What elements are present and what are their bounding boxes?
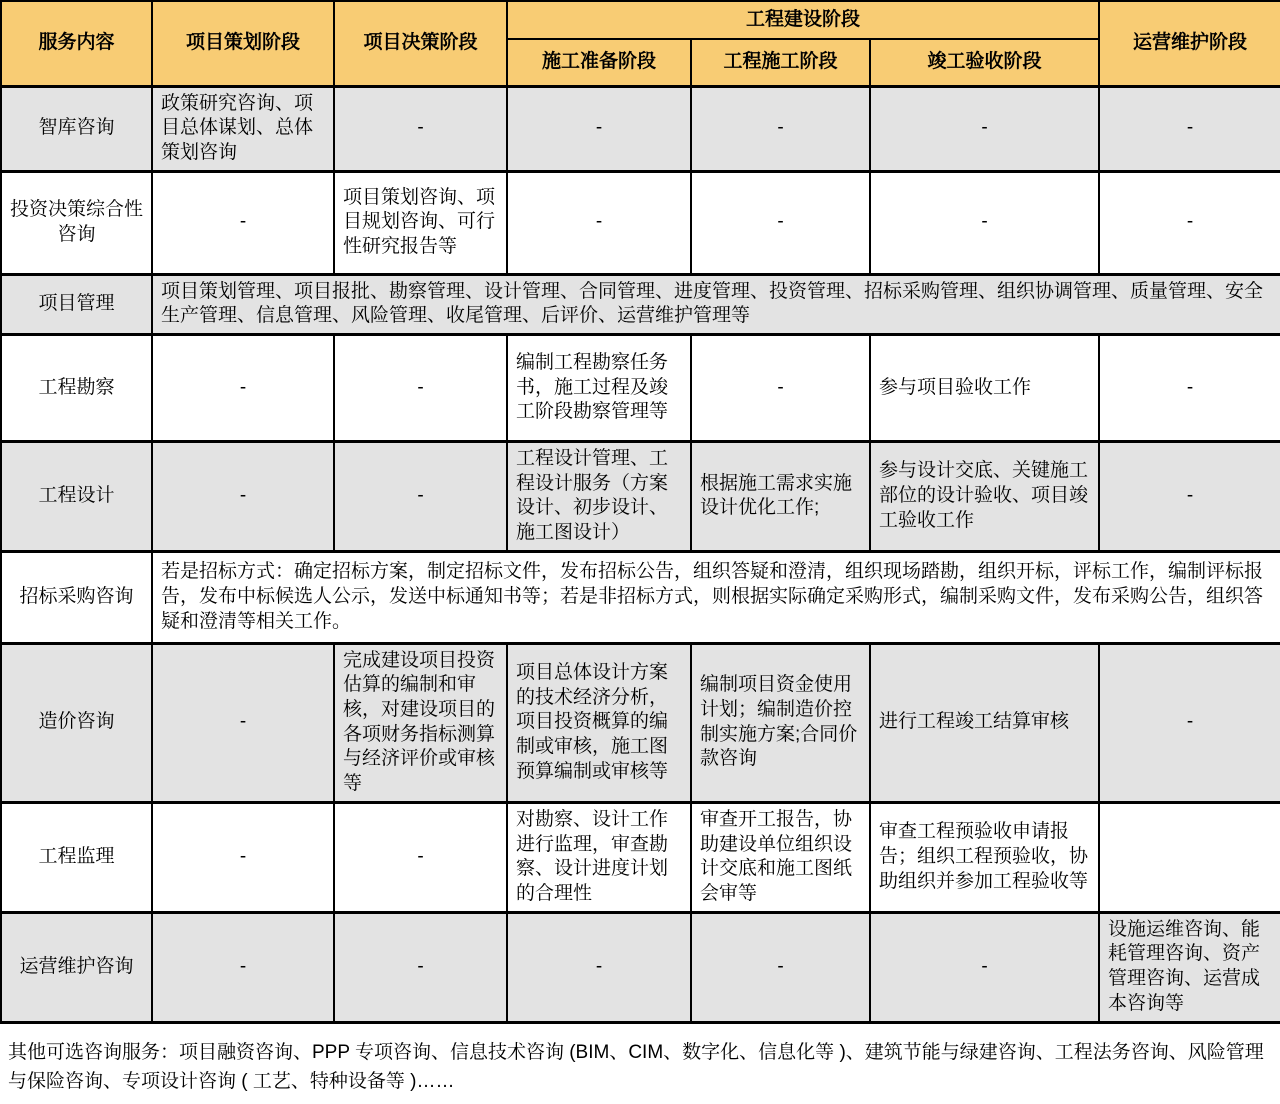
empty-cell: - xyxy=(1099,334,1280,441)
header-service-content: 服务内容 xyxy=(1,1,152,86)
empty-cell xyxy=(1099,802,1280,912)
phase-cell: 工程设计管理、工程设计服务（方案设计、初步设计、施工图设计） xyxy=(507,441,691,551)
empty-cell: - xyxy=(152,334,334,441)
table-row xyxy=(1,643,1280,802)
phase-cell: 参与设计交底、关键施工部位的设计验收、项目竣工验收工作 xyxy=(870,441,1099,551)
table-body xyxy=(1,86,1280,1022)
table-row xyxy=(1,912,1280,1022)
table-row xyxy=(1,551,1280,643)
header-construction-group: 工程建设阶段 xyxy=(507,1,1099,39)
empty-cell: - xyxy=(334,912,507,1022)
phase-cell: 项目策划咨询、项目规划咨询、可行性研究报告等 xyxy=(334,171,507,274)
row-header: 项目管理 xyxy=(1,274,152,334)
empty-cell: - xyxy=(1099,441,1280,551)
empty-cell: - xyxy=(691,171,870,274)
empty-cell: - xyxy=(152,912,334,1022)
phase-cell: 进行工程竣工结算审核 xyxy=(870,643,1099,802)
empty-cell: - xyxy=(334,334,507,441)
empty-cell: - xyxy=(1099,643,1280,802)
empty-cell: - xyxy=(691,86,870,171)
empty-cell: - xyxy=(1099,171,1280,274)
empty-cell: - xyxy=(870,912,1099,1022)
empty-cell: - xyxy=(870,86,1099,171)
header-construction-exec: 工程施工阶段 xyxy=(691,39,870,86)
header-planning-stage: 项目策划阶段 xyxy=(152,1,334,86)
table-row xyxy=(1,802,1280,912)
table-row xyxy=(1,171,1280,274)
empty-cell: - xyxy=(334,441,507,551)
empty-cell: - xyxy=(152,171,334,274)
empty-cell: - xyxy=(870,171,1099,274)
row-header: 运营维护咨询 xyxy=(1,912,152,1022)
table-row xyxy=(1,441,1280,551)
row-header: 造价咨询 xyxy=(1,643,152,802)
phase-cell: 完成建设项目投资估算的编制和审核，对建设项目的各项财务指标测算与经济评价或审核等 xyxy=(334,643,507,802)
header-decision-stage: 项目决策阶段 xyxy=(334,1,507,86)
phase-cell: 编制工程勘察任务书，施工过程及竣工阶段勘察管理等 xyxy=(507,334,691,441)
phase-cell: 根据施工需求实施设计优化工作; xyxy=(691,441,870,551)
header-operation-stage: 运营维护阶段 xyxy=(1099,1,1280,86)
table-row xyxy=(1,334,1280,441)
header-construction-prep: 施工准备阶段 xyxy=(507,39,691,86)
row-header: 工程监理 xyxy=(1,802,152,912)
row-header: 投资决策综合性咨询 xyxy=(1,171,152,274)
table-header xyxy=(1,1,1280,86)
row-header: 工程设计 xyxy=(1,441,152,551)
phase-cell: 审查开工报告，协助建设单位组织设计交底和施工图纸会审等 xyxy=(691,802,870,912)
phase-cell: 政策研究咨询、项目总体谋划、总体策划咨询 xyxy=(152,86,334,171)
merged-phase-cell: 项目策划管理、项目报批、勘察管理、设计管理、合同管理、进度管理、投资管理、招标采购管理、组织协调管理、质量管理、安全生产管理、信息管理、风险管理、收尾管理、后评价、运营维护管理等 xyxy=(152,274,1280,334)
empty-cell: - xyxy=(507,912,691,1022)
table-row xyxy=(1,86,1280,171)
phase-cell: 对勘察、设计工作进行监理，审查勘察、设计进度计划的合理性 xyxy=(507,802,691,912)
empty-cell: - xyxy=(152,441,334,551)
empty-cell: - xyxy=(152,802,334,912)
phase-cell: 设施运维咨询、能耗管理咨询、资产管理咨询、运营成本咨询等 xyxy=(1099,912,1280,1022)
row-header: 招标采购咨询 xyxy=(1,551,152,643)
other-services-note: 其他可选咨询服务：项目融资咨询、PPP 专项咨询、信息技术咨询 (BIM、CIM、数字化、信息化等 )、建筑节能与绿建咨询、工程法务咨询、风险管理与保险咨询、专项设计咨询 ( 工艺、特种设备等 )…… xyxy=(0,1024,1280,1104)
table-row xyxy=(1,274,1280,334)
empty-cell: - xyxy=(334,86,507,171)
phase-cell: 项目总体设计方案的技术经济分析，项目投资概算的编制或审核，施工图预算编制或审核等 xyxy=(507,643,691,802)
empty-cell: - xyxy=(691,334,870,441)
phase-cell: 参与项目验收工作 xyxy=(870,334,1099,441)
empty-cell: - xyxy=(1099,86,1280,171)
merged-phase-cell: 若是招标方式：确定招标方案，制定招标文件，发布招标公告，组织答疑和澄清，组织现场踏勘，组织开标，评标工作，编制评标报告，发布中标候选人公示，发送中标通知书等；若是非招标方式，则根据实际确定采购形式，编制采购文件，发布采购公告，组织答疑和澄清等相关工作。 xyxy=(152,551,1280,643)
empty-cell: - xyxy=(334,802,507,912)
empty-cell: - xyxy=(691,912,870,1022)
row-header: 工程勘察 xyxy=(1,334,152,441)
phase-cell: 审查工程预验收申请报告；组织工程预验收，协助组织并参加工程验收等 xyxy=(870,802,1099,912)
header-completion-acceptance: 竣工验收阶段 xyxy=(870,39,1099,86)
phase-cell: 编制项目资金使用计划；编制造价控制实施方案;合同价款咨询 xyxy=(691,643,870,802)
empty-cell: - xyxy=(152,643,334,802)
row-header: 智库咨询 xyxy=(1,86,152,171)
empty-cell: - xyxy=(507,171,691,274)
empty-cell: - xyxy=(507,86,691,171)
